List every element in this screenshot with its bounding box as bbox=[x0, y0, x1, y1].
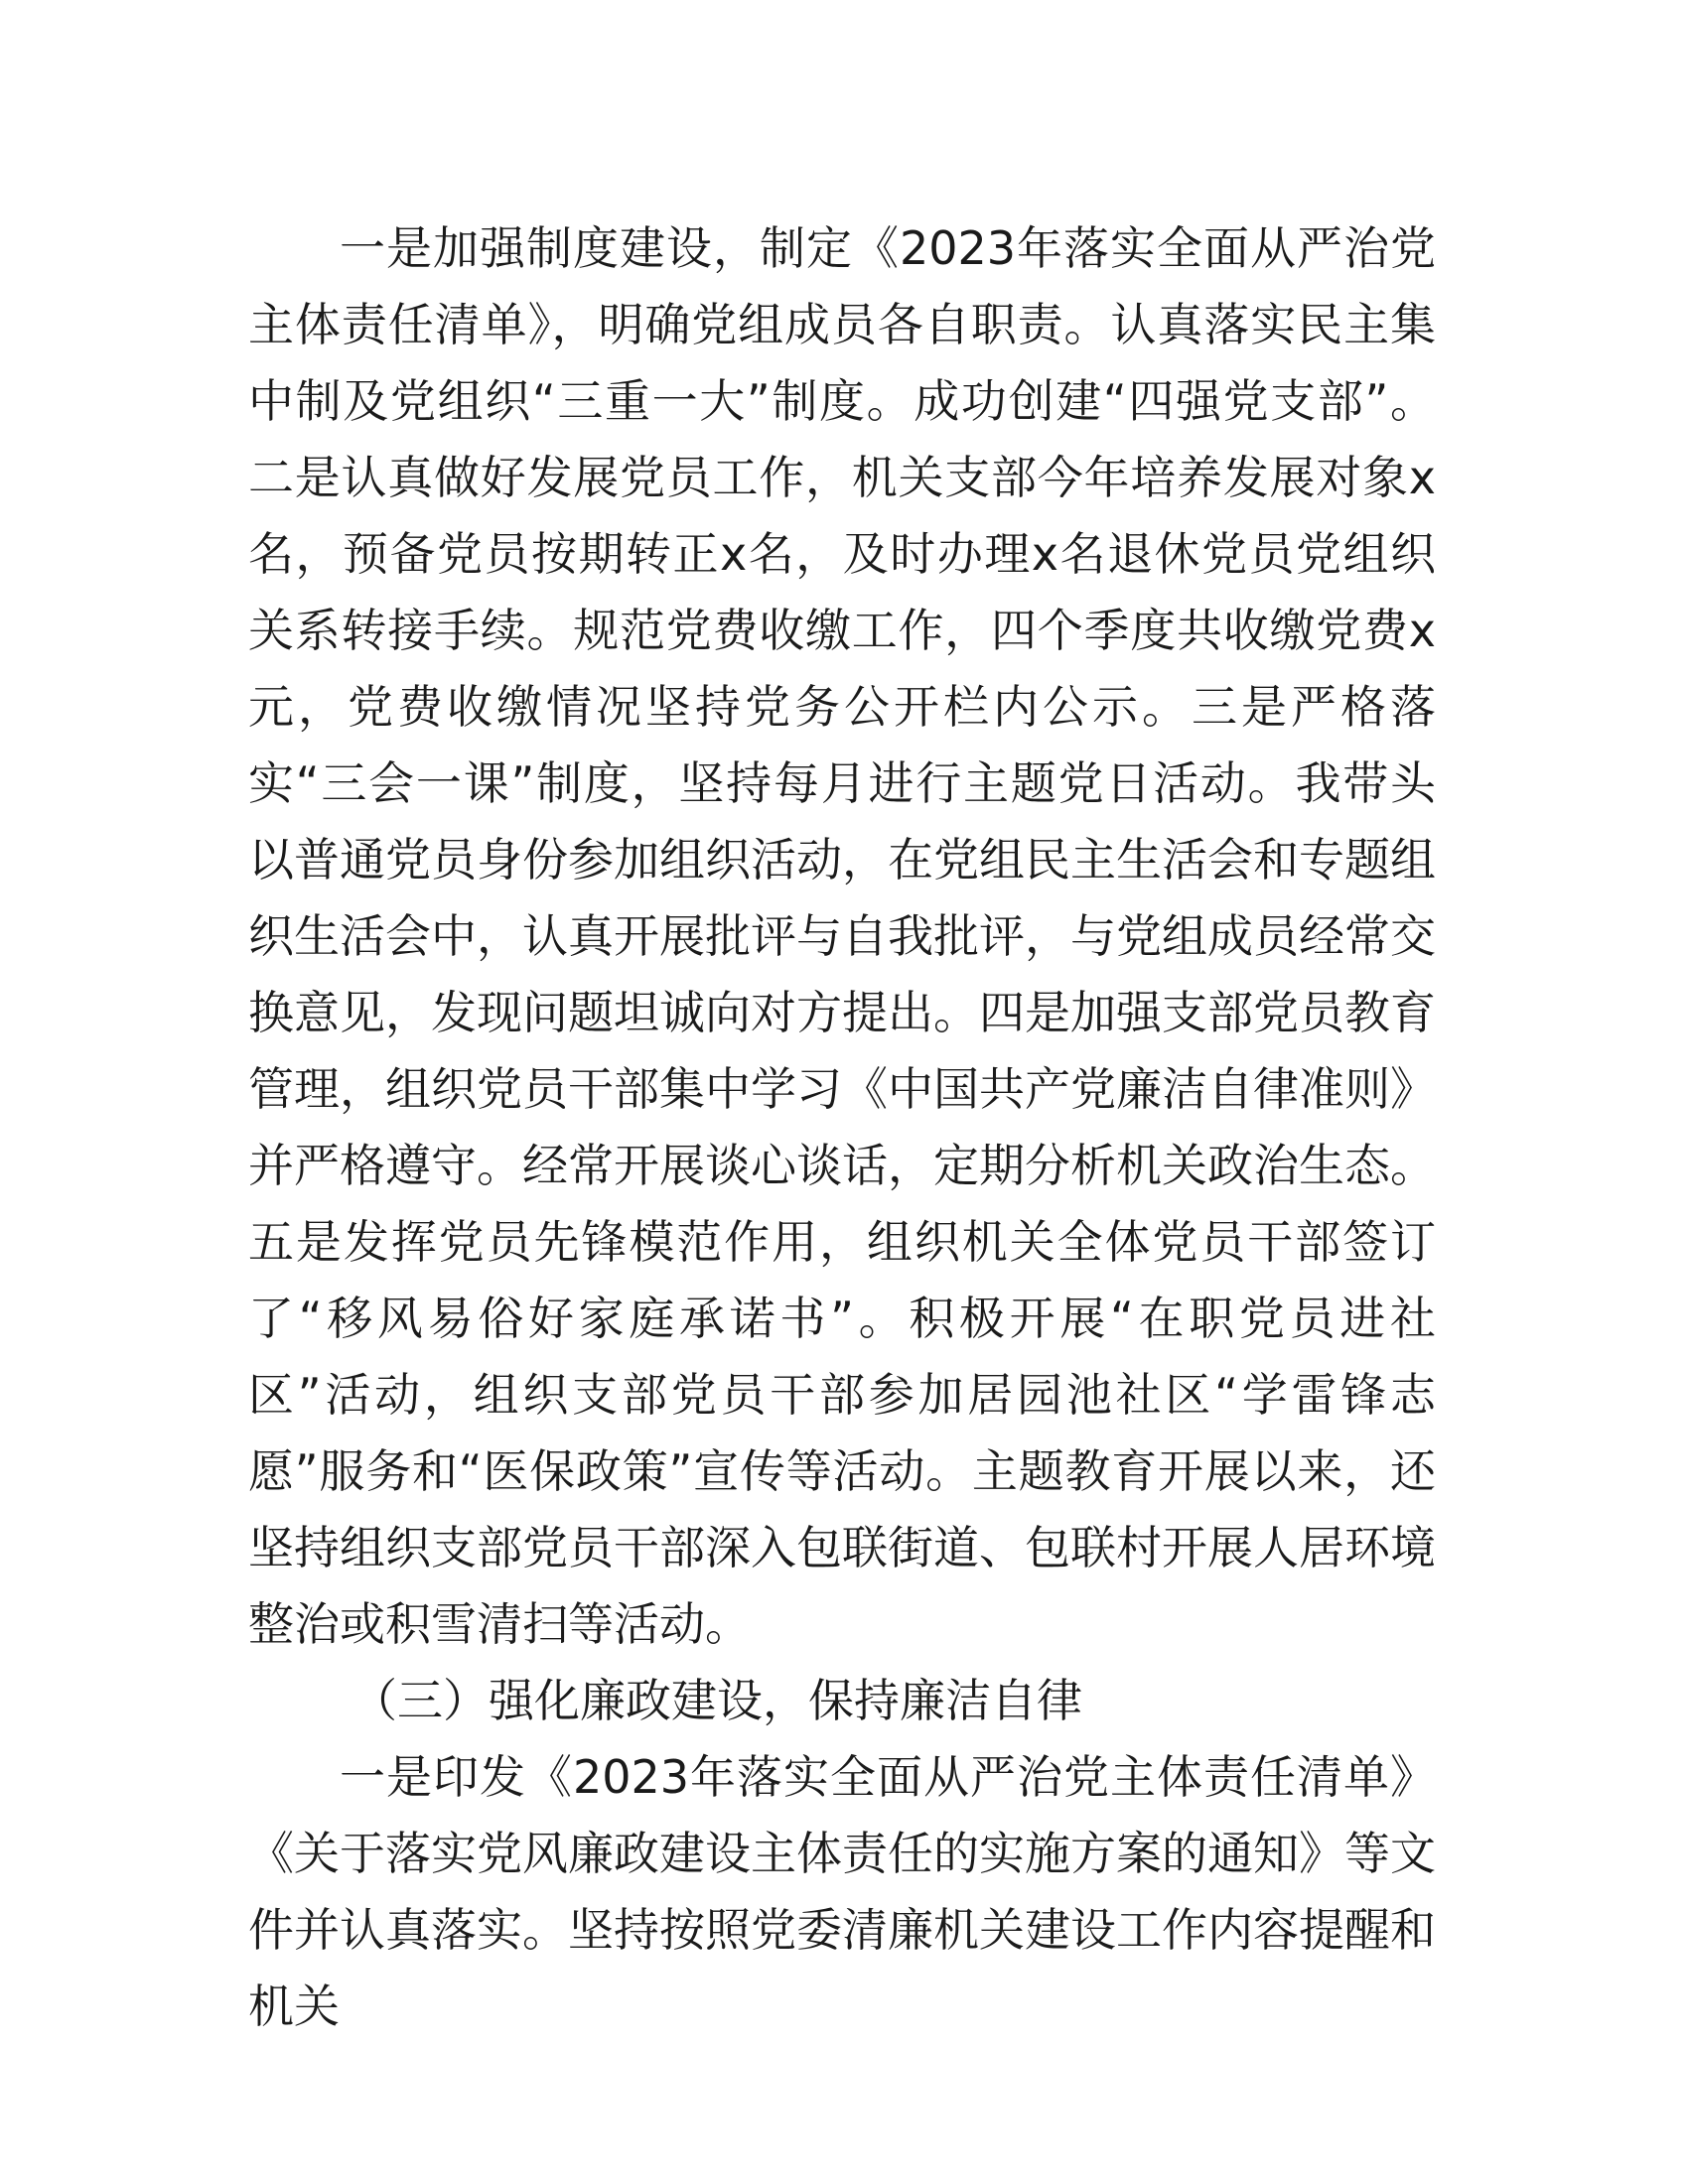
paragraph-integrity: 一是印发《2023年落实全面从严治党主体责任清单》《关于落实党风廉政建设主体责任的实施方案的通知》等文件并认真落实。坚持按照党委清廉机关建设工作内容提醒和机关 bbox=[248, 1750, 1436, 2033]
document-page bbox=[248, 210, 1436, 2045]
section-heading: （三）强化廉政建设，保持廉洁自律 bbox=[352, 1674, 1082, 1727]
paragraph-party-building: 一是加强制度建设，制定《2023年落实全面从严治党主体责任清单》，明确党组成员各自职责。认真落实民主集中制及党组织“三重一大”制度。成功创建“四强党支部”。二是认真做好发展党员工作，机关支部今年培养发展对象x名，预备党员按期转正x名，及时办理x名退休党员党组织关系转接手续。规范党费收缴工作，四个季度共收缴党费x元，党费收缴情况坚持党务公开栏内公示。三是严格落实“三会一课”制度，坚持每月进行主题党日活动。我带头以普通党员身份参加组织活动，在党组民主生活会和专题组织生活会中，认真开展批评与自我批评，与党组成员经常交换意见，发现问题坦诚向对方提出。四是加强支部党员教育管理，组织党员干部集中学习《中国共产党廉洁自律准则》并严格遵守。经常开展谈心谈话，定期分析机关政治生态。五是发挥党员先锋模范作用，组织机关全体党员干部签订了“移风易俗好家庭承诺书”。积极开展“在职党员进社区”活动，组织支部党员干部参加居园池社区“学雷锋志愿”服务和“医保政策”宣传等活动。主题教育开展以来，还坚持组织支部党员干部深入包联街道、包联村开展人居环境整治或积雪清扫等活动。 bbox=[248, 221, 1436, 1651]
